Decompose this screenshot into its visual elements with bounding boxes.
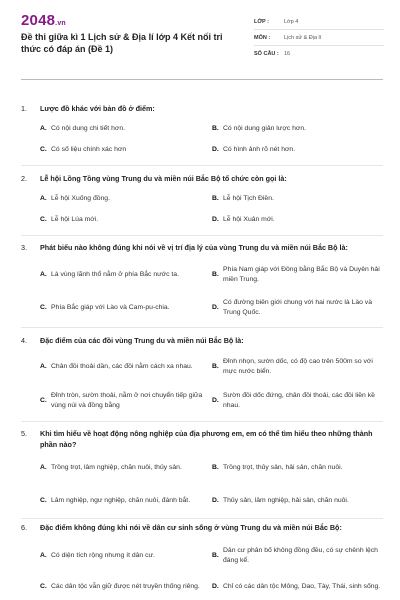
question-title	[21, 242, 383, 253]
option-2b[interactable]: B. Lễ hội Tịch Điền.	[212, 195, 274, 202]
option-4d[interactable]: D. Sườn đồi dốc đứng, chân đồi thoải, các đồi liền kề nhau.	[212, 392, 375, 409]
question-divider	[21, 518, 383, 519]
option-1c[interactable]: C. Có số liệu chính xác hơn	[40, 146, 127, 153]
option-6a[interactable]: A. Có diện tích rộng nhưng ít dân cư.	[40, 552, 155, 559]
question-text: Lễ hội Lồng Tồng vùng Trung du và miền núi Bắc Bộ tổ chức còn gọi là:	[40, 174, 287, 183]
option-3d[interactable]: D. Có đường biên giới chung với hai nước là Lào và Trung Quốc.	[212, 299, 372, 316]
option-3b[interactable]: B. Phía Nam giáp với Đồng bằng Bắc Bộ và Duyên hải miền Trung.	[212, 266, 380, 283]
question-divider	[21, 165, 383, 166]
question-2	[21, 173, 383, 184]
question-title	[21, 103, 383, 114]
question-title	[21, 173, 383, 184]
meta-value: Lớp 4	[284, 18, 299, 25]
question-divider	[21, 235, 383, 236]
question-number: 5.	[21, 429, 27, 438]
document-title: Đề thi giữa kì 1 Lịch sử & Địa lí lớp 4 Kết nối tri thức có đáp án (Đề 1)	[21, 32, 223, 54]
option-5b[interactable]: B. Trồng trọt, thủy sản, hải sản, chăn nuôi.	[212, 464, 343, 471]
question-number: 6.	[21, 523, 27, 532]
question-4	[21, 335, 383, 346]
option-2c[interactable]: C. Lễ hội Lúa mới.	[40, 216, 99, 223]
meta-value: 16	[284, 51, 291, 57]
question-number: 3.	[21, 243, 27, 252]
option-3c[interactable]: C. Phía Bắc giáp với Lào và Cam-pu-chia.	[40, 304, 170, 311]
option-4a[interactable]: A. Chân đồi thoải dần, các đồi nằm cách xa nhau.	[40, 363, 193, 370]
question-6	[21, 522, 383, 533]
meta-key: MÔN :	[254, 34, 271, 41]
question-text: Phát biểu nào không đúng khi nói về vị trí địa lý của vùng Trung du và miền núi Bắc Bộ là:	[40, 243, 348, 252]
question-divider	[21, 327, 383, 328]
option-5d[interactable]: D. Thủy sản, lâm nghiệp, hải sản, chăn nuôi.	[212, 497, 349, 504]
question-title	[21, 335, 383, 346]
option-3a[interactable]: A. Là vùng lãnh thổ nằm ở phía Bắc nước ta.	[40, 271, 179, 278]
option-6b[interactable]: B. Dân cư phân bố không đồng đều, có sự chênh lệch đáng kể.	[212, 547, 378, 564]
question-3	[21, 242, 383, 253]
option-2d[interactable]: D. Lễ hội Xuân mới.	[212, 216, 275, 223]
option-4c[interactable]: C. Đỉnh tròn, sườn thoải, nằm ở nơi chuyển tiếp giữa vùng núi và đồng bằng	[40, 392, 203, 409]
question-title	[21, 522, 383, 533]
question-divider	[21, 421, 383, 422]
meta-key: SỐ CÂU :	[254, 51, 279, 57]
question-text: Khi tìm hiểu về hoạt động nông nghiệp của địa phương em, em có thể tìm hiểu theo những thành phần nào?	[40, 429, 373, 449]
option-1a[interactable]: A. Có nội dung chi tiết hơn.	[40, 125, 125, 132]
option-6d[interactable]: D. Chỉ có các dân tộc Mông, Dao, Tày, Thái, sinh sống.	[212, 583, 381, 590]
brand-logo[interactable]: 2048.vn	[21, 12, 66, 29]
option-2a[interactable]: A. Lễ hội Xuống đồng.	[40, 195, 110, 202]
meta-key: LỚP :	[254, 18, 269, 25]
question-text: Đặc điểm của các đồi vùng Trung du và miền núi Bắc Bộ là:	[40, 336, 244, 345]
question-number: 4.	[21, 336, 27, 345]
question-text: Lược đồ khác với bản đồ ở điểm:	[40, 104, 155, 113]
option-4b[interactable]: B. Đỉnh nhọn, sườn dốc, có độ cao trên 500m so với mực nước biển.	[212, 358, 373, 375]
question-text: Đặc điểm không đúng khi nói về dân cư sinh sống ở vùng Trung du và miền núi Bắc Bộ:	[40, 523, 342, 532]
question-title	[21, 428, 383, 450]
question-5	[21, 428, 383, 450]
question-1	[21, 103, 383, 114]
question-number: 1.	[21, 104, 27, 113]
meta-value: Lịch sử & Địa lí	[284, 34, 322, 41]
option-5a[interactable]: A. Trồng trọt, lâm nghiệp, chăn nuôi, thủy sản.	[40, 464, 182, 471]
option-6c[interactable]: C. Các dân tộc vẫn giữ được nét truyền thống riêng.	[40, 583, 200, 590]
option-5c[interactable]: C. Lâm nghiệp, ngư nghiệp, chăn nuôi, đánh bắt.	[40, 497, 191, 504]
option-1d[interactable]: D. Có hình ảnh rõ nét hơn.	[212, 146, 296, 153]
option-1b[interactable]: B. Có nội dung giản lược hơn.	[212, 125, 306, 132]
question-number: 2.	[21, 174, 27, 183]
